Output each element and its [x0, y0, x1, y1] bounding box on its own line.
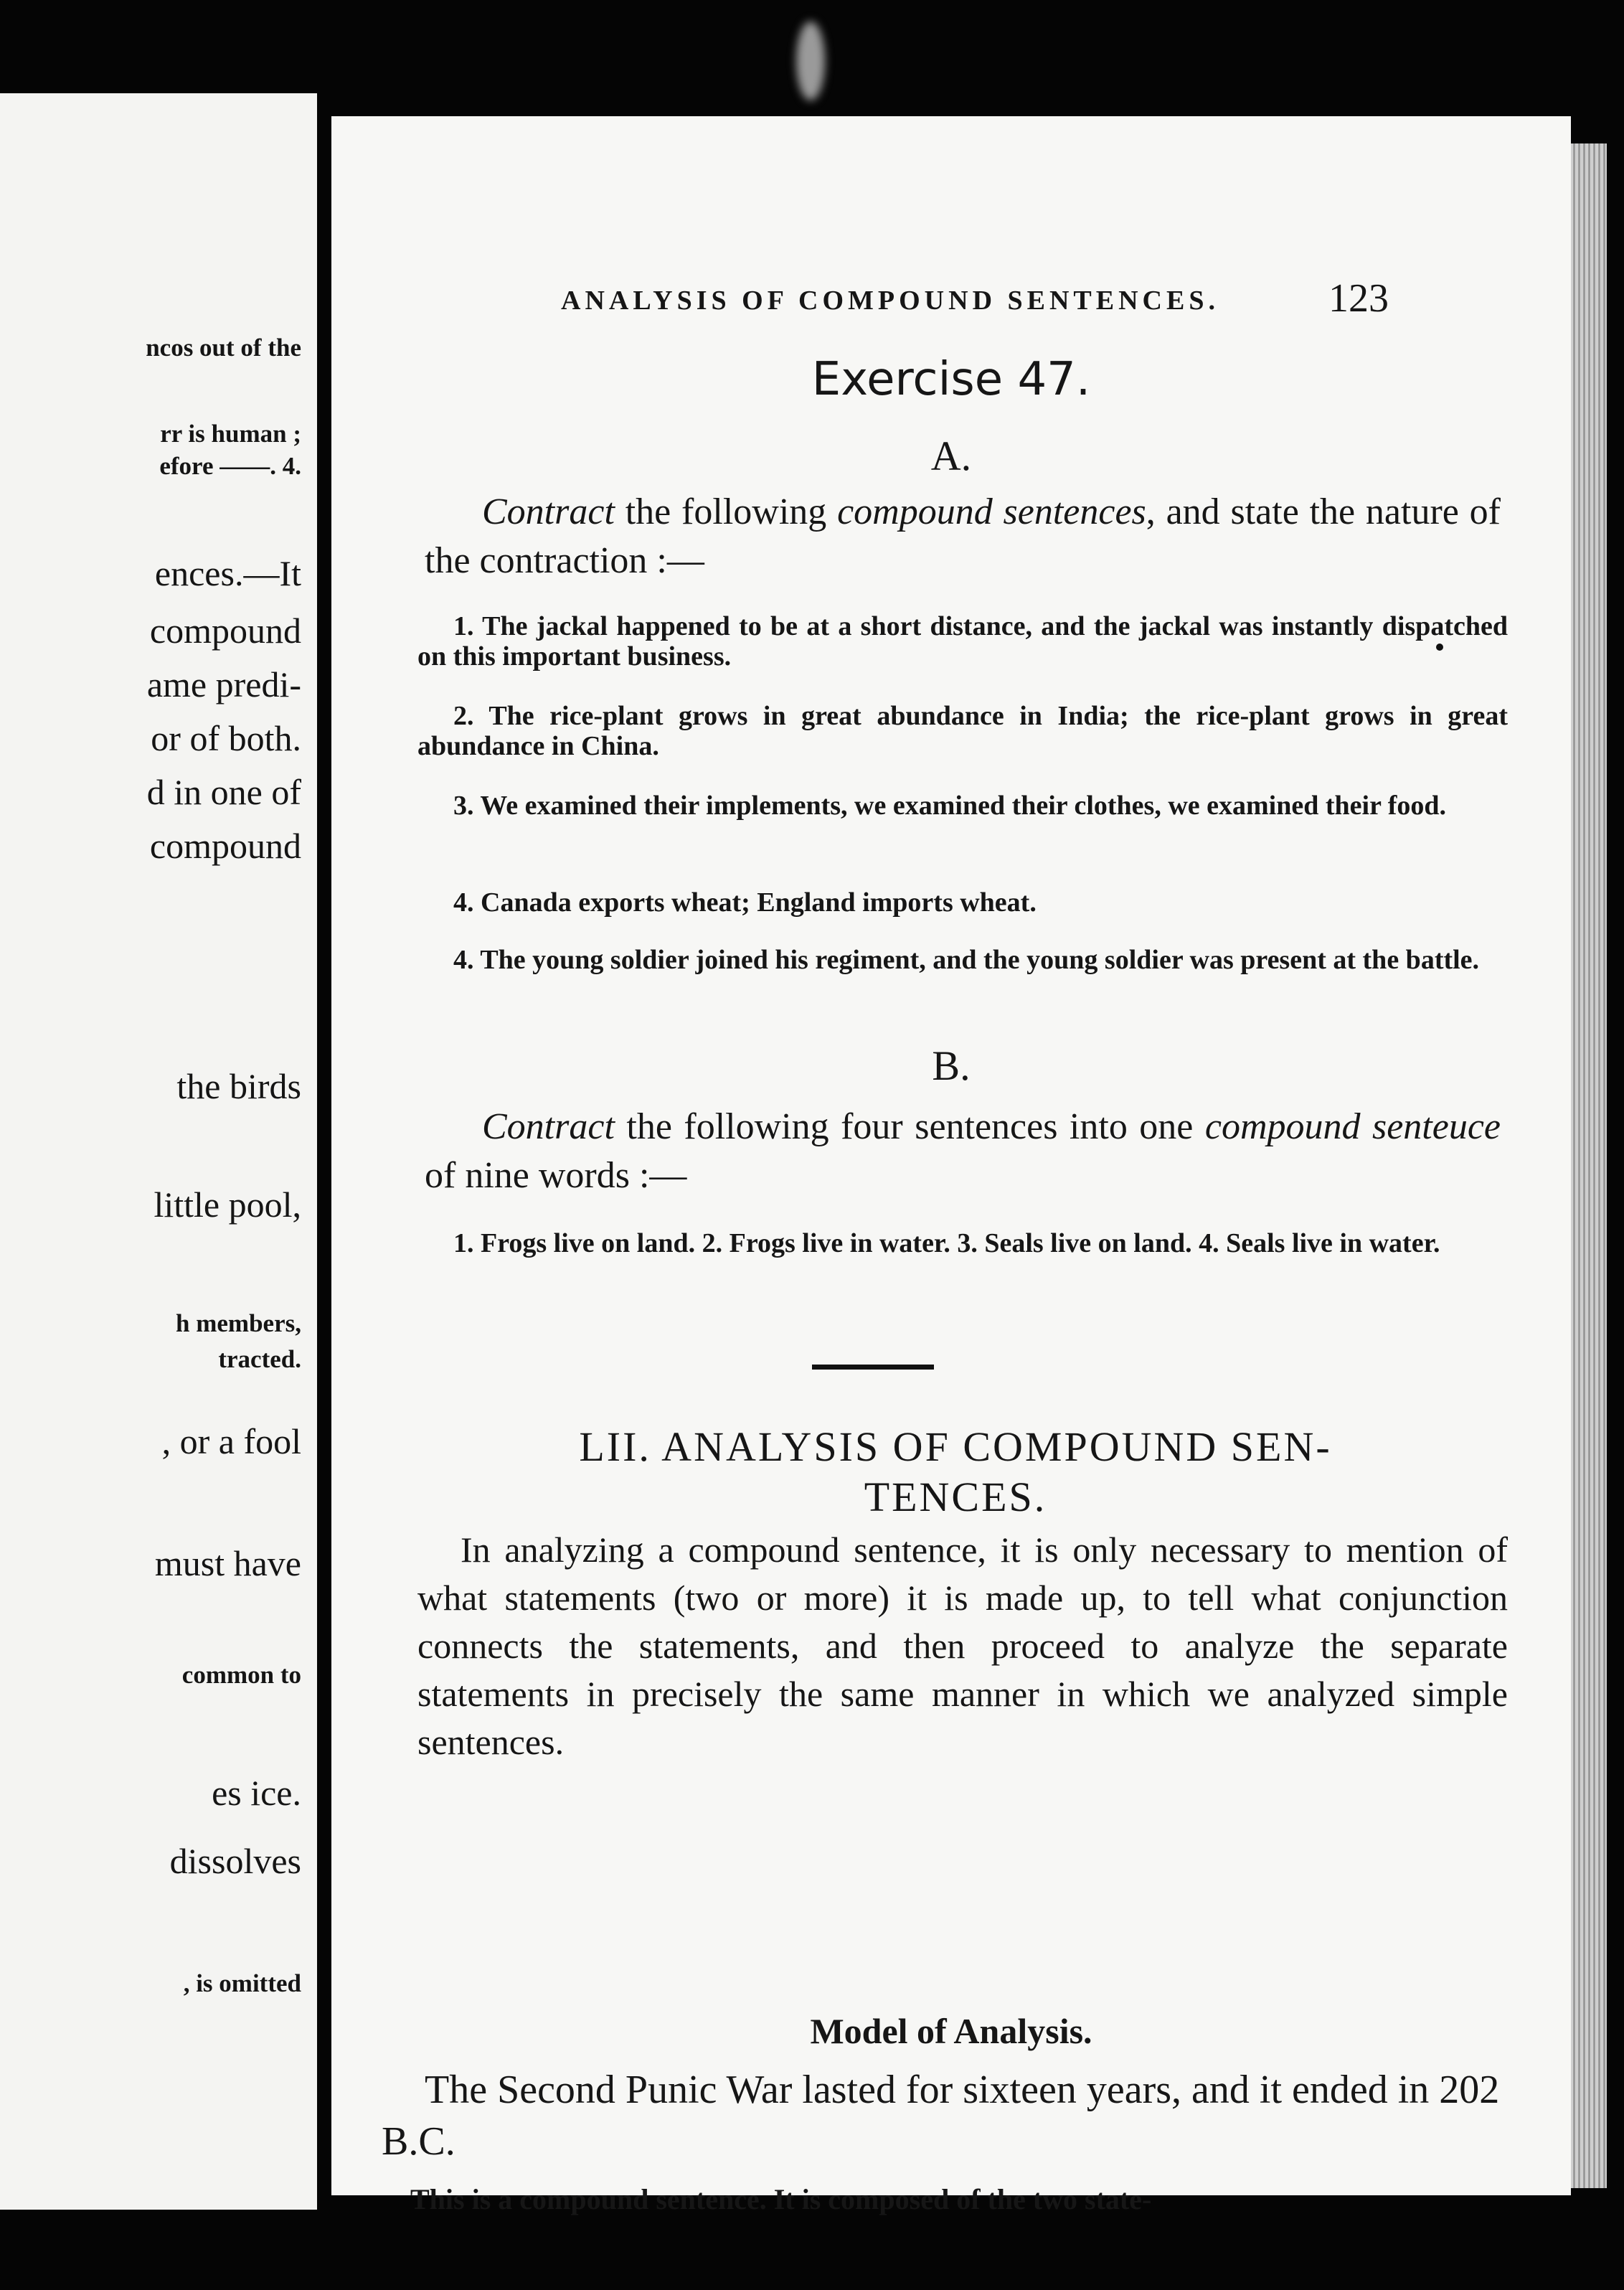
- left-line-17: es ice.: [212, 1773, 301, 1813]
- left-line-7: or of both.: [151, 718, 301, 758]
- instruction-emph: compound sentences: [837, 491, 1146, 532]
- chapter-heading: [417, 1422, 1493, 1522]
- instruction-text: the following: [614, 491, 838, 532]
- left-line-14: , or a fool: [161, 1421, 301, 1461]
- left-line-16: common to: [181, 1661, 301, 1689]
- item-text: 1. Frogs live on land. 2. Frogs live in water. 3. Seals live on land. 4. Seals live in water.: [453, 1228, 1440, 1258]
- left-line-6: ame predi-: [146, 664, 301, 705]
- chapter-paragraph: In analyzing a compound sentence, it is only necessary to mention of what statements (two or more) it is made up, to tell what conjunction connects the statements, and then proceed to analyze the separate statements in precisely the same manner in which we analyzed simple sentences.: [417, 1530, 1508, 1762]
- exercise-title: Exercise 47.: [811, 353, 1091, 406]
- left-line-10: the birds: [176, 1066, 301, 1106]
- left-line-12: h members,: [176, 1309, 301, 1337]
- page-edge: [1571, 143, 1607, 2188]
- left-line-13: tracted.: [218, 1345, 301, 1373]
- left-line-1: ncos out of the: [146, 334, 301, 362]
- list-item: [417, 611, 1508, 672]
- left-line-4: ences.—It: [154, 553, 301, 593]
- section-a-label: A.: [930, 433, 972, 479]
- left-line-8: d in one of: [146, 772, 301, 812]
- item-text: 1. The jackal happened to be at a short distance, and the jackal was instantly dispatched on this important business.: [417, 611, 1508, 672]
- section-divider: [812, 1365, 934, 1370]
- section-b-label: B.: [932, 1042, 971, 1089]
- scan-smudge: [796, 22, 825, 100]
- left-line-19: , is omitted: [183, 1969, 301, 1997]
- list-item: [417, 701, 1508, 761]
- left-line-5: compound: [149, 611, 301, 651]
- section-b-instruction: [425, 1103, 1501, 1200]
- left-line-11: little pool,: [154, 1184, 301, 1225]
- list-item: [417, 945, 1508, 975]
- left-line-9: compound: [149, 826, 301, 866]
- right-page: [331, 116, 1571, 2215]
- page-number: 123: [1328, 276, 1389, 321]
- left-line-3: efore ——. 4.: [159, 452, 301, 480]
- left-line-2: rr is human ;: [160, 420, 301, 448]
- instruction-text: the following four sentences into one: [614, 1106, 1205, 1147]
- instruction-emph: compound senteuce: [1204, 1106, 1501, 1147]
- speck: [1436, 644, 1443, 651]
- model-title: Model of Analysis.: [810, 2011, 1092, 2051]
- instruction-text: , and state the nature of the contraction :—: [425, 491, 1501, 581]
- item-text: 2. The rice-plant grows in great abundance in India; the rice-plant grows in great abundance in China.: [417, 701, 1508, 761]
- last-line: This is a compound sentence. It is composed of the two state-: [410, 2183, 1152, 2215]
- item-text: 3. We examined their implements, we examined their clothes, we examined their food.: [453, 791, 1447, 821]
- instruction-text: of nine words :—: [425, 1155, 687, 1196]
- instruction-emph: Contract: [482, 491, 615, 532]
- left-line-15: must have: [154, 1543, 301, 1583]
- instruction-emph: Contract: [482, 1106, 615, 1147]
- example-sentence: The Second Punic War lasted for sixteen years, and it ended in 202 B.C.: [382, 2068, 1500, 2164]
- section-a-instruction: [425, 488, 1501, 585]
- list-item: [417, 887, 1508, 918]
- chapter-heading-line-1: LII. ANALYSIS OF COMPOUND SEN-: [579, 1423, 1332, 1470]
- running-head: ANALYSIS OF COMPOUND SENTENCES.: [561, 286, 1219, 316]
- left-line-18: dissolves: [169, 1841, 301, 1881]
- left-page: [0, 93, 317, 2210]
- chapter-heading-line-2: TENCES.: [864, 1474, 1047, 1520]
- list-item: [417, 1228, 1508, 1258]
- item-text: 4. Canada exports wheat; England imports wheat.: [453, 887, 1037, 918]
- item-text: 4. The young soldier joined his regiment, and the young soldier was present at the battle.: [453, 945, 1480, 975]
- list-item: [417, 791, 1508, 821]
